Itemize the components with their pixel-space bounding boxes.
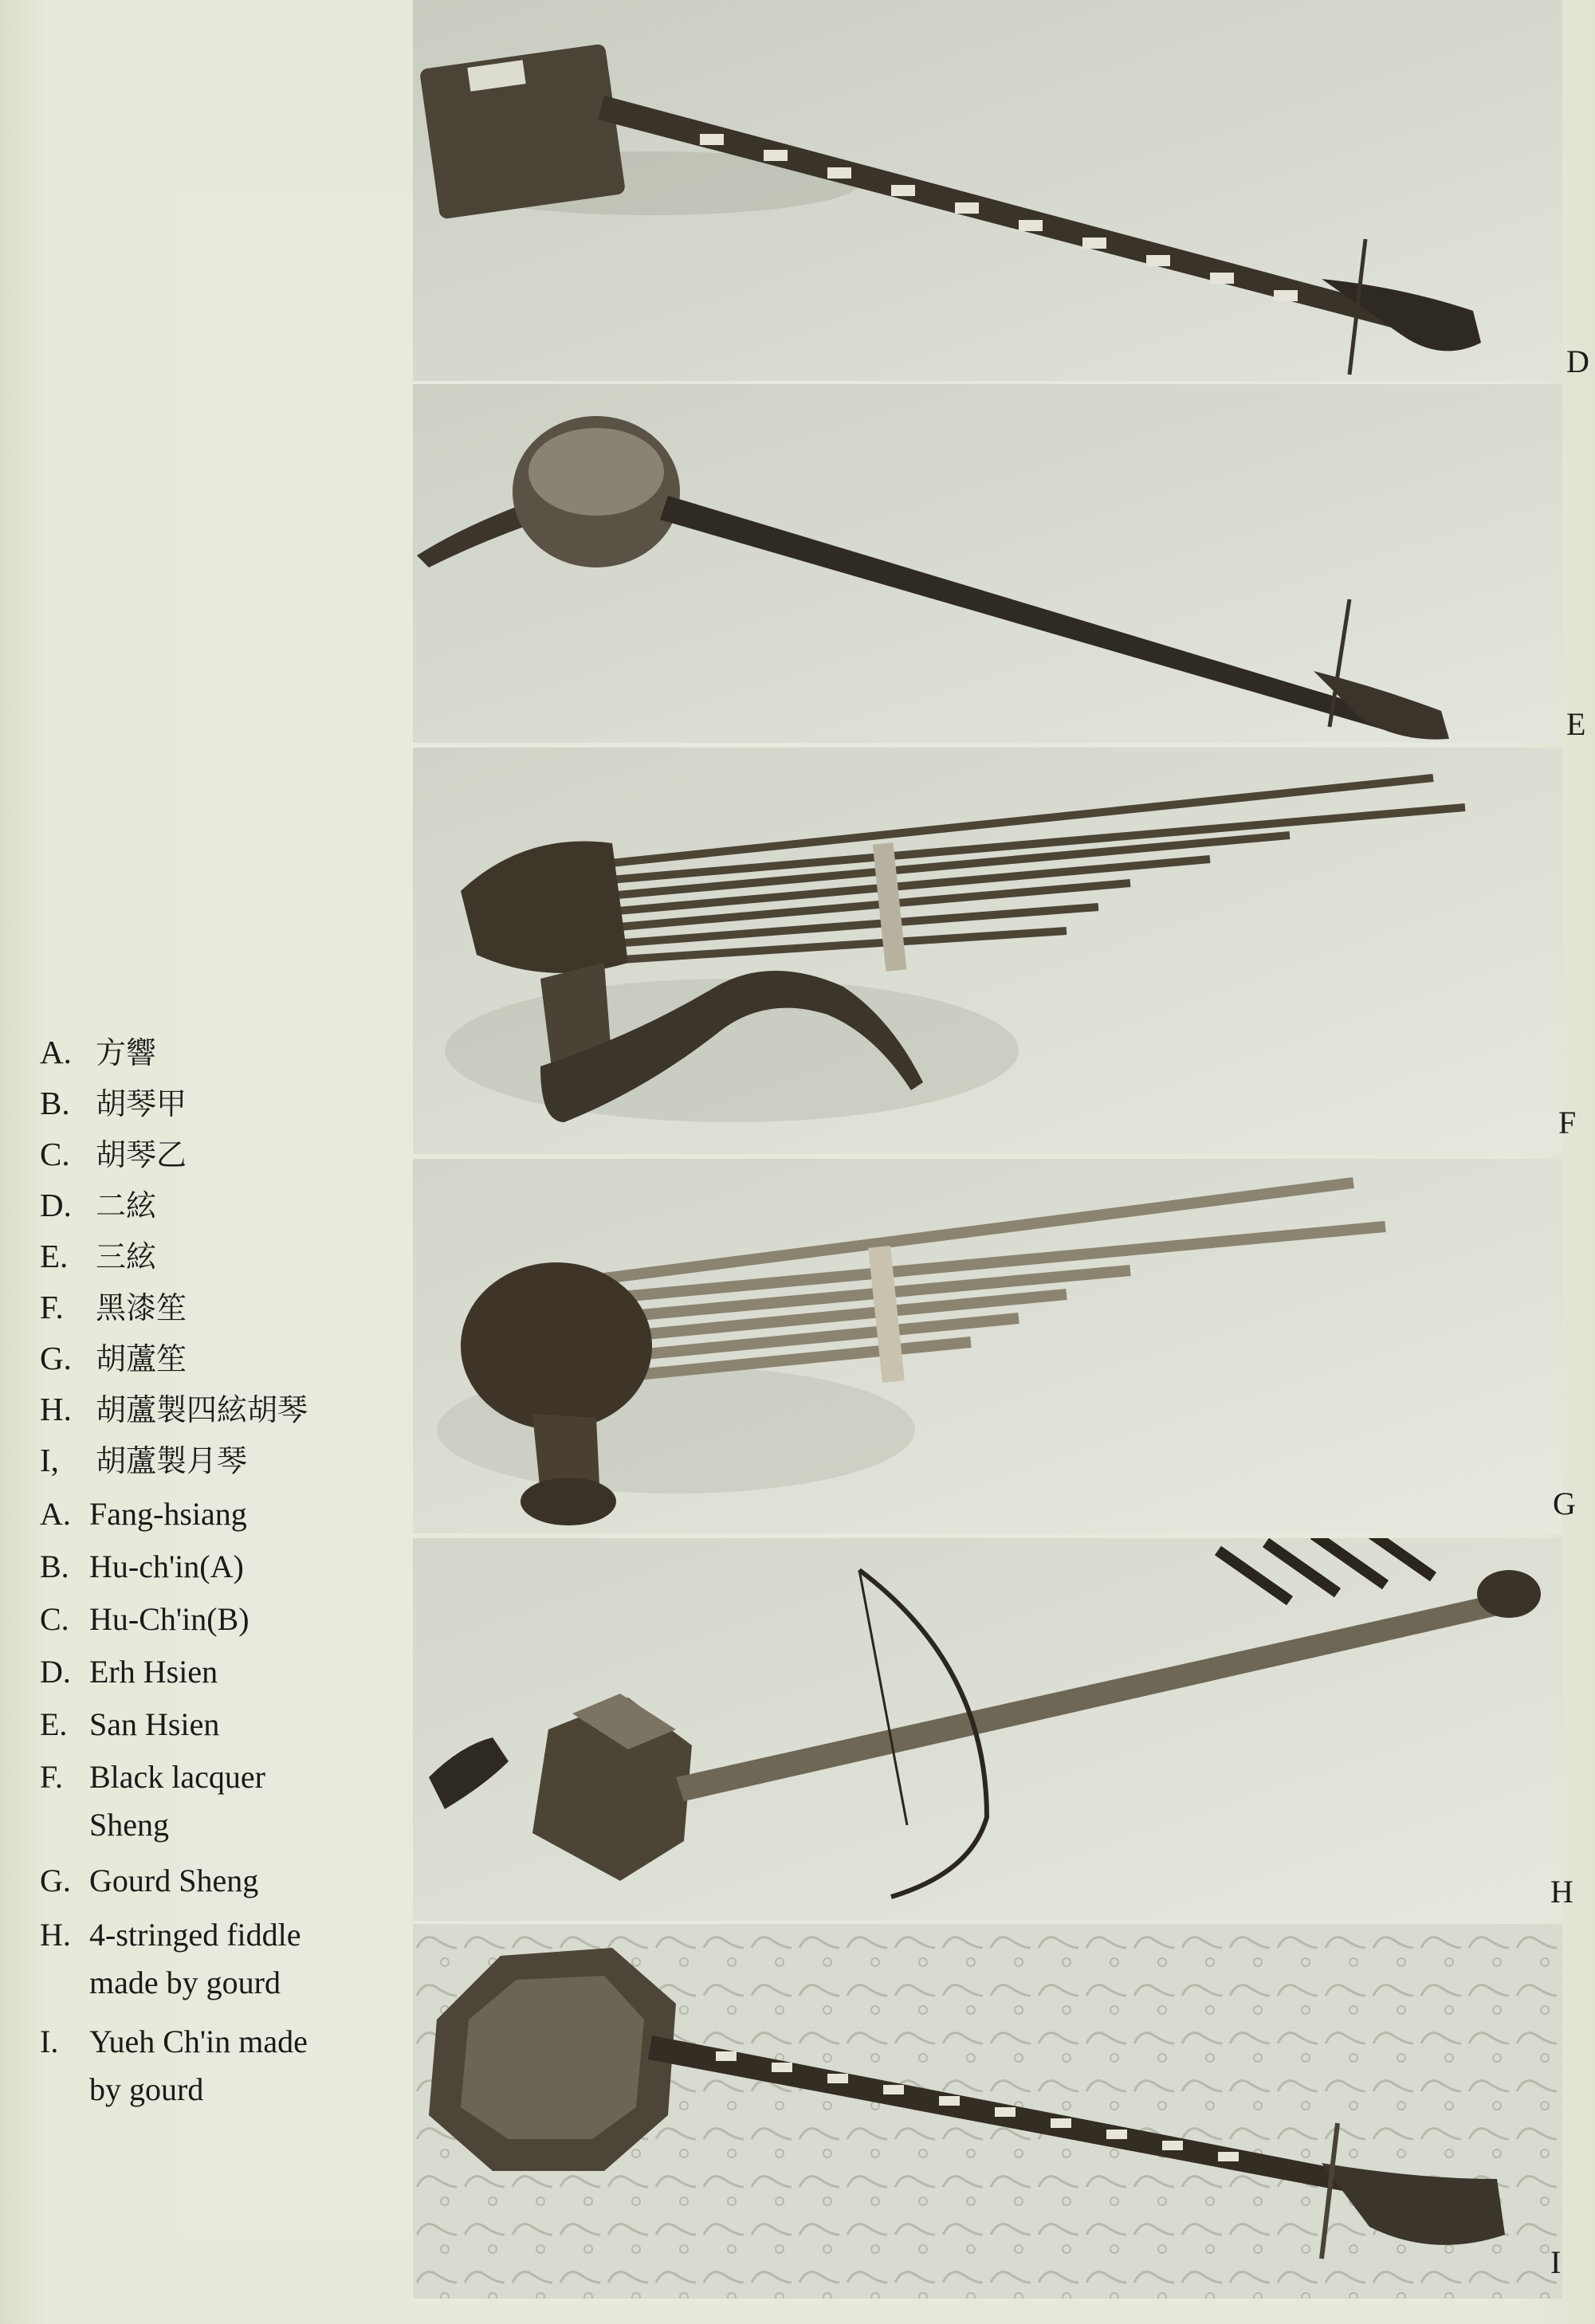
panel-label-e: E bbox=[1566, 706, 1586, 742]
legend-en-h: H. 4-stringed fiddle made by gourd bbox=[40, 1917, 301, 2000]
legend-en-g: G. Gourd Sheng bbox=[40, 1863, 259, 1898]
legend-cn-h: H. 胡蘆製四絃胡琴 bbox=[40, 1391, 308, 1427]
black-lacquer-sheng-image bbox=[413, 748, 1562, 1154]
photo-panel-i bbox=[413, 1924, 1562, 2298]
legend-en-e: E. San Hsien bbox=[40, 1706, 220, 1742]
yueh-chin-image bbox=[413, 1924, 1562, 2298]
photo-panel-e bbox=[413, 384, 1562, 743]
panel-label-d: D bbox=[1566, 343, 1589, 379]
legend-en-c: C. Hu-Ch'in(B) bbox=[40, 1601, 249, 1637]
legend-en-b: B. Hu-ch'in(A) bbox=[40, 1549, 244, 1584]
photo-panel-d bbox=[413, 0, 1562, 381]
photo-panel-f bbox=[413, 748, 1562, 1154]
legend-en-a: A. Fang-hsiang bbox=[40, 1496, 247, 1532]
legend-cn-g: G. 胡蘆笙 bbox=[40, 1340, 187, 1376]
legend-cn-d: D. 二絃 bbox=[40, 1187, 157, 1223]
legend-en-d: D. Erh Hsien bbox=[40, 1654, 218, 1690]
legend-en-f: F. Black lacquer Sheng bbox=[40, 1759, 265, 1843]
legend-cn-e: E. 三絃 bbox=[40, 1238, 157, 1274]
photo-panel-h bbox=[413, 1538, 1562, 1921]
erh-hsien-image bbox=[413, 0, 1562, 381]
four-string-fiddle-image bbox=[413, 1538, 1562, 1921]
panel-label-f: F bbox=[1558, 1105, 1577, 1140]
panel-label-i: I bbox=[1550, 2244, 1562, 2280]
legend-en-i: I. Yueh Ch'in made by gourd bbox=[40, 2024, 308, 2107]
legend-cn-c: C. 胡琴乙 bbox=[40, 1136, 187, 1172]
legend-cn-a: A. 方響 bbox=[40, 1034, 157, 1070]
photo-panel-g bbox=[413, 1159, 1562, 1533]
gourd-sheng-image bbox=[413, 1159, 1562, 1533]
panel-label-g: G bbox=[1553, 1486, 1576, 1521]
legend-cn-i: I, 胡蘆製月琴 bbox=[40, 1442, 248, 1478]
panel-label-h: H bbox=[1550, 1874, 1573, 1910]
legend-cn-b: B. 胡琴甲 bbox=[40, 1085, 187, 1121]
san-hsien-image bbox=[413, 384, 1562, 743]
legend-cn-f: F. 黑漆笙 bbox=[40, 1289, 187, 1325]
